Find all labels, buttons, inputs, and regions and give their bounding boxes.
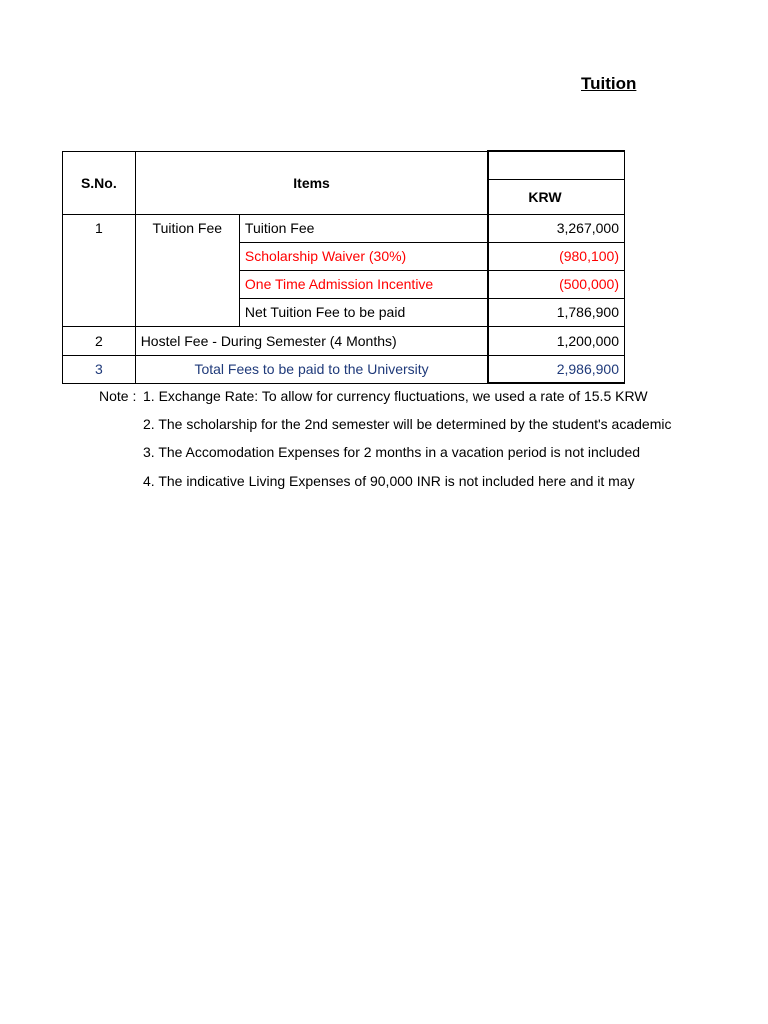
row-3-sno: 3 (63, 355, 136, 383)
row-net-tuition-item: Net Tuition Fee to be paid (239, 298, 488, 326)
row-scholarship-item: Scholarship Waiver (30%) (239, 242, 488, 270)
row-tuition-fee-amount: 3,267,000 (488, 214, 624, 242)
row-total-amount: 2,986,900 (488, 355, 624, 383)
row-scholarship-amount: (980,100) (488, 242, 624, 270)
row-2-sno: 2 (63, 326, 136, 355)
note-item: 3. The Accomodation Expenses for 2 months in a vacation period is not included (143, 444, 641, 460)
row-1-category: Tuition Fee (135, 214, 239, 326)
row-total-item: Total Fees to be paid to the University (135, 355, 488, 383)
header-items: Items (135, 151, 488, 214)
note-item: 2. The scholarship for the 2nd semester will be determined by the student's academic (143, 416, 672, 432)
header-currency: KRW (488, 179, 624, 214)
note-item: 4. The indicative Living Expenses of 90,000 INR is not included here and it may (143, 473, 635, 489)
row-net-tuition-amount: 1,786,900 (488, 298, 624, 326)
row-hostel-item: Hostel Fee - During Semester (4 Months) (135, 326, 488, 355)
row-tuition-fee-item: Tuition Fee (239, 214, 488, 242)
header-sno: S.No. (63, 151, 136, 214)
row-1-sno: 1 (63, 214, 136, 326)
note-prefix: Note : (99, 388, 137, 404)
document-title: Tuition (581, 74, 637, 93)
row-incentive-item: One Time Admission Incentive (239, 270, 488, 298)
header-currency-group (488, 151, 624, 179)
row-incentive-amount: (500,000) (488, 270, 624, 298)
fee-table (62, 150, 625, 384)
note-item: 1. Exchange Rate: To allow for currency fluctuations, we used a rate of 15.5 KRW (143, 388, 648, 404)
row-hostel-amount: 1,200,000 (488, 326, 624, 355)
